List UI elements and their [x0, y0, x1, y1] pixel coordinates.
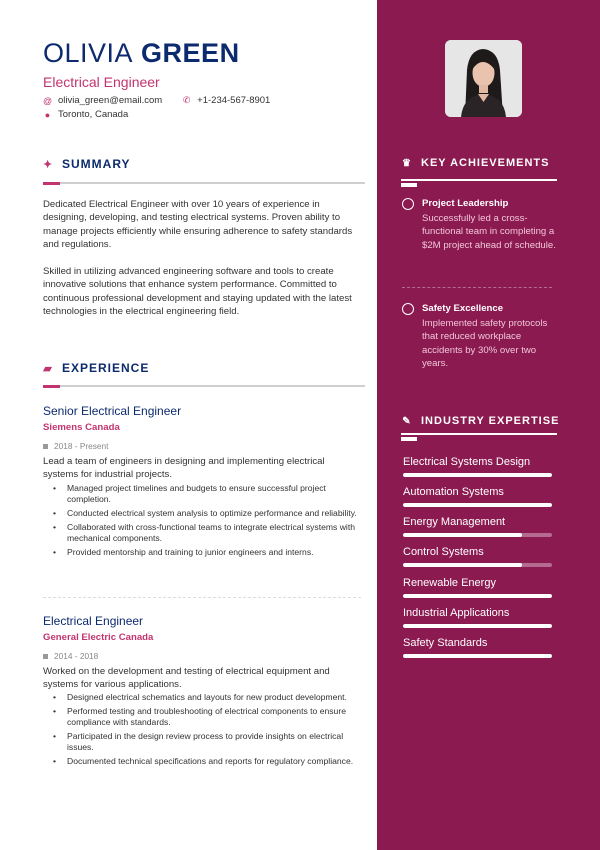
list-item: • Collaborated with cross-functional teams to integrate electrical systems with mechanical components.: [53, 522, 358, 544]
phone-text[interactable]: +1-234-567-8901: [197, 95, 271, 106]
skill-name: Electrical Systems Design: [403, 456, 531, 468]
job-2-description: Worked on the development and testing of electrical equipment and systems for various applications.: [43, 666, 330, 690]
expertise-heading-text: INDUSTRY EXPERTISE: [421, 415, 560, 427]
job-1-dates-text: 2018 - Present: [54, 441, 109, 451]
job-title-header: Electrical Engineer: [43, 74, 160, 90]
summary-heading: [43, 157, 131, 171]
skill-bar: [403, 624, 552, 628]
skill-name: Renewable Energy: [403, 577, 496, 589]
experience-heading-text: EXPERIENCE: [62, 361, 150, 375]
skill-item: [403, 546, 552, 558]
summary-heading-text: SUMMARY: [62, 157, 131, 171]
skill-bar: [403, 533, 552, 537]
skill-name: Industrial Applications: [403, 607, 510, 619]
job-2-title: Electrical Engineer: [43, 614, 144, 628]
email-icon: @: [43, 95, 53, 106]
experience-heading: [43, 361, 149, 375]
skill-name: Safety Standards: [403, 637, 488, 649]
wrench-icon: ✎: [402, 415, 412, 427]
list-item: • Provided mentorship and training to junior engineers and interns.: [53, 547, 358, 558]
skill-item: [403, 577, 552, 589]
job-2-company: General Electric Canada: [43, 632, 154, 643]
achievement-separator: [402, 287, 552, 288]
job-2-dates: [43, 651, 98, 661]
summary-divider: [43, 182, 365, 184]
skill-name: Automation Systems: [403, 486, 504, 498]
job-separator: [43, 597, 361, 598]
skill-item: [403, 637, 552, 649]
job-2-dates-text: 2014 - 2018: [54, 651, 99, 661]
email-text[interactable]: olivia_green@email.com: [58, 95, 163, 106]
skill-item: [403, 456, 552, 468]
list-item: • Participated in the design review process to provide insights on electrical issues.: [53, 731, 358, 753]
achievements-heading-text: KEY ACHIEVEMENTS: [421, 157, 550, 169]
list-item: • Conducted electrical system analysis to optimize performance and reliability.: [53, 508, 358, 519]
skill-bar: [403, 563, 552, 567]
calendar-icon: [43, 654, 48, 659]
target-icon: [402, 198, 414, 210]
skill-name: Energy Management: [403, 516, 506, 528]
achievement-1-text: Successfully led a cross-functional team in completing a $2M project ahead of schedule.: [422, 213, 556, 251]
job-2-bullets: [53, 692, 358, 770]
skill-item: [403, 486, 552, 498]
skill-item: [403, 516, 552, 528]
contact-row: [43, 95, 270, 106]
trophy-icon: ♛: [402, 157, 412, 169]
list-item: • Documented technical specifications and reports for regulatory compliance.: [53, 756, 358, 767]
calendar-icon: [43, 444, 48, 449]
experience-divider: [43, 385, 365, 387]
list-item: • Managed project timelines and budgets to ensure successful project completion.: [53, 483, 358, 505]
skill-bar: [403, 654, 552, 658]
expertise-heading: [402, 415, 559, 427]
job-1-bullets: [53, 483, 358, 561]
location-row: [43, 109, 128, 120]
expertise-divider: [401, 433, 557, 435]
achievement-1-title: Project Leadership: [422, 198, 509, 209]
avatar: [445, 40, 522, 117]
sparkle-icon: ✦: [43, 158, 54, 171]
skill-item: [403, 607, 552, 619]
summary-paragraph-2: Skilled in utilizing advanced engineering software and tools to create innovative solutions that enhance system performance. Committed to continuous professional development and staying updated with the latest technologies in the electrical engineering field.: [43, 266, 352, 318]
achievement-2-text: Implemented safety protocols that reduced workplace accidents by 30% over two years.: [422, 318, 548, 370]
achievement-2-title: Safety Excellence: [422, 303, 504, 314]
job-1-dates: [43, 441, 108, 451]
phone-icon: ✆: [182, 95, 191, 105]
location-pin-icon: ●: [44, 109, 51, 120]
job-1-description: Lead a team of engineers in designing and implementing electrical systems for industrial projects.: [43, 456, 325, 480]
lightbulb-icon: [402, 303, 414, 315]
first-name: OLIVIA: [43, 38, 134, 68]
achievements-divider: [401, 179, 557, 181]
job-1-title: Senior Electrical Engineer: [43, 404, 182, 418]
location-text: Toronto, Canada: [58, 109, 129, 120]
achievements-heading: [402, 157, 549, 169]
skill-bar: [403, 503, 552, 507]
skill-bar: [403, 473, 552, 477]
skill-name: Control Systems: [403, 546, 484, 558]
skill-bar: [403, 594, 552, 598]
list-item: • Designed electrical schematics and layouts for new product development.: [53, 692, 358, 703]
candidate-name: [43, 38, 240, 69]
summary-paragraph-1: Dedicated Electrical Engineer with over 10 years of experience in designing, developing, and testing electrical systems. Proven ability to manage projects efficiently while ensuring adherence to safety standards and regulations.: [43, 199, 353, 251]
last-name: GREEN: [141, 38, 240, 68]
job-1-company: Siemens Canada: [43, 422, 120, 433]
briefcase-icon: ▰: [43, 362, 53, 375]
list-item: • Performed testing and troubleshooting of electrical components to ensure compliance with standards.: [53, 706, 358, 728]
